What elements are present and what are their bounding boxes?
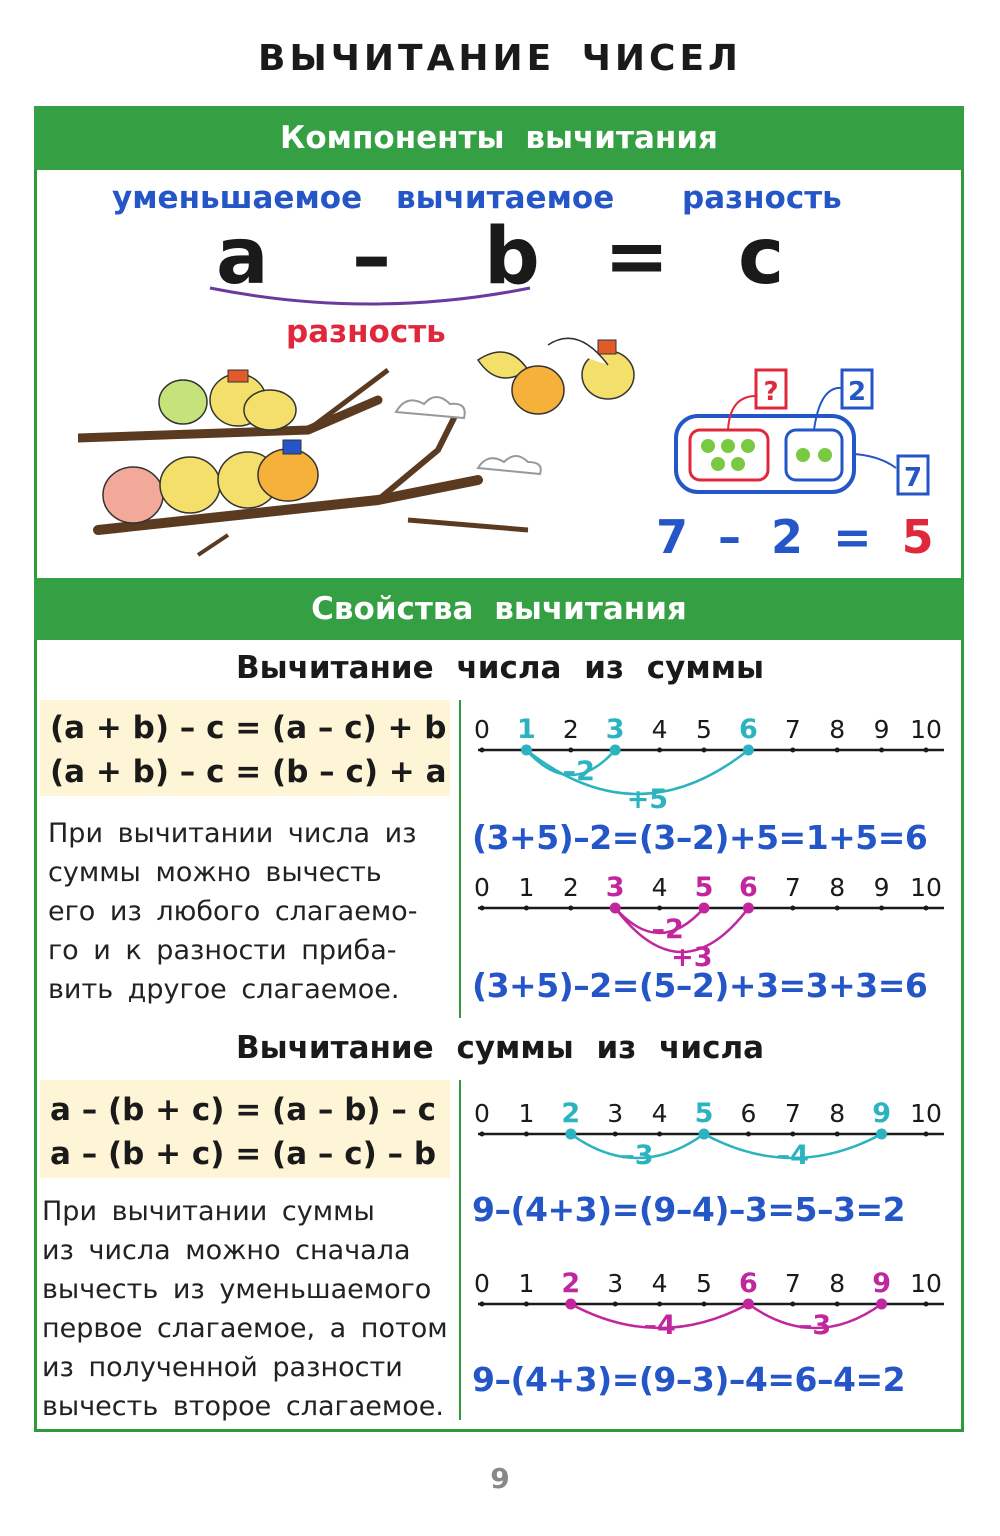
birds-on-branch-illustration [78,330,658,560]
components-heading: Компоненты вычитания [34,106,964,170]
rule-line: из числа можно сначала [42,1235,411,1266]
tick-dot [657,1302,662,1307]
expr-c: c [738,212,785,302]
tick-dot [480,1302,485,1307]
tick-dot [657,748,662,753]
rule-line: из полученной разности [42,1352,403,1383]
tick-label: 0 [474,873,490,902]
tick-dot [524,1302,529,1307]
tick-dot [835,1302,840,1307]
rule-sum-from-number [42,1192,452,1426]
tick-dot [702,748,707,753]
rule-line: вить другое слагаемое. [48,974,400,1005]
tick-dot [524,906,529,911]
tick-label: 1 [518,1269,535,1298]
tick-label: 1 [518,873,535,902]
tick-label: 3 [607,1269,624,1298]
rule-line: его из любого слагаемо- [48,896,418,927]
tick-label: 4 [651,873,668,902]
tick-label: 7 [784,1099,801,1128]
tick-dot [790,906,795,911]
tick-dot [924,1302,929,1307]
arc-label-2: –4 [776,1140,809,1171]
tick-dot [879,748,884,753]
total-box: 7 [903,463,923,493]
tick-dot [835,748,840,753]
arc-label-1: –4 [643,1310,676,1341]
tick-label: 1 [518,1099,535,1128]
tick-label: 3 [605,872,625,903]
expr-b: b [484,212,540,302]
tick-dot [790,748,795,753]
tick-label: 8 [829,1269,846,1298]
arc-label-1: –2 [651,914,684,945]
number-line-2 [470,866,950,970]
subtrahend-box: 2 [847,377,867,407]
expr-minus: – [352,212,391,302]
tick-label: 5 [696,1269,712,1298]
number-line-3 [470,1092,950,1178]
tick-label: 10 [910,873,942,902]
dot-subtraction-diagram [660,366,940,506]
tick-dot [613,1302,618,1307]
expr-equals: = [604,212,670,302]
arc-label-2: +5 [626,784,669,812]
rule-line: вычесть второе слагаемое. [42,1391,444,1422]
tick-label: 2 [562,873,579,902]
rule-line: го и к разности приба- [48,935,397,966]
tick-label: 4 [651,1269,668,1298]
example-left: 7 [656,510,689,564]
rule-line: При вычитании числа из [48,818,417,849]
tick-label: 0 [474,1269,490,1298]
tick-label: 1 [517,714,536,745]
tick-label: 9 [872,1098,891,1129]
tick-label: 4 [651,1099,668,1128]
tick-dot [924,906,929,911]
tick-label: 0 [474,715,490,744]
formula-2b: a – (b + c) = (a – c) – b [50,1136,437,1172]
tick-label: 7 [784,1269,801,1298]
tick-dot [790,1132,795,1137]
number-line-1 [470,708,950,812]
tick-label: 5 [696,715,712,744]
tick-label: 5 [694,1098,714,1129]
example-number-from-sum-2: (3+5)–2=(5–2)+3=3+3=6 [472,966,928,1005]
tick-dot [657,906,662,911]
example-eq: = [833,510,872,564]
tick-dot [924,748,929,753]
tick-label: 3 [605,714,625,745]
sum-from-number-heading: Вычитание суммы из числа [235,1030,765,1066]
tick-dot [702,1302,707,1307]
tick-label: 2 [562,715,579,744]
tick-dot [746,1132,751,1137]
tick-label: 2 [561,1098,581,1129]
tick-dot [568,906,573,911]
tick-label: 2 [561,1268,581,1299]
rule-line: первое слагаемое, а потом [42,1313,448,1344]
tick-label: 9 [872,1268,891,1299]
tick-label: 7 [784,873,801,902]
tick-dot [657,1132,662,1137]
tick-label: 5 [694,872,714,903]
tick-label: 4 [651,715,668,744]
tick-label: 6 [739,1268,758,1299]
tick-dot [835,906,840,911]
tick-dot [480,748,485,753]
example-sum-from-number-2: 9–(4+3)=(9–3)–4=6–4=2 [472,1360,906,1399]
expr-a: a [216,212,269,302]
tick-dot [613,1132,618,1137]
tick-dot [790,1302,795,1307]
tick-dot [568,748,573,753]
subtrahend-label: вычитаемое [396,180,615,216]
divider-1 [459,700,461,1018]
tick-label: 6 [739,714,758,745]
formula-1b: (a + b) – c = (b – c) + a [50,754,447,790]
example-equation [656,510,934,564]
tick-label: 0 [474,1099,490,1128]
tick-label: 10 [910,1269,942,1298]
example-sub: 2 [771,510,804,564]
rule-line: суммы можно вычесть [48,857,382,888]
unknown-box: ? [763,377,779,407]
brace-difference-label: разность [286,314,446,350]
tick-label: 8 [829,715,846,744]
rule-number-from-sum [48,814,448,1009]
tick-dot [835,1132,840,1137]
tick-dot [480,906,485,911]
page-title: ВЫЧИТАНИЕ ЧИСЕЛ [258,38,742,79]
tick-label: 6 [740,1099,757,1128]
example-sum-from-number-1: 9–(4+3)=(9–4)–3=5–3=2 [472,1190,906,1229]
tick-label: 8 [829,1099,846,1128]
page-number: 9 [490,1462,510,1495]
tick-label: 9 [873,873,890,902]
properties-heading: Свойства вычитания [34,578,964,640]
tick-label: 3 [607,1099,624,1128]
tick-label: 6 [739,872,758,903]
example-minus: – [718,510,742,564]
tick-dot [480,1132,485,1137]
arc-label-2: +3 [671,942,713,970]
tick-dot [924,1132,929,1137]
formula-2a: a – (b + c) = (a – b) – c [50,1092,437,1128]
tick-label: 9 [873,715,890,744]
formula-1a: (a + b) – c = (a – c) + b [50,710,447,746]
tick-dot [879,906,884,911]
arc-label-1: –2 [562,756,595,787]
example-number-from-sum-1: (3+5)–2=(3–2)+5=1+5=6 [472,818,928,857]
number-line-4 [470,1262,950,1348]
tick-label: 7 [784,715,801,744]
tick-label: 10 [910,715,942,744]
example-result: 5 [901,510,934,564]
divider-2 [459,1080,461,1420]
minuend-label: уменьшаемое [112,180,363,216]
rule-line: вычесть из уменьшаемого [42,1274,432,1305]
number-from-sum-heading: Вычитание числа из суммы [235,650,765,686]
arc-label-2: –3 [798,1310,832,1341]
tick-label: 8 [829,873,846,902]
difference-label: разность [682,180,842,216]
arc-label-1: –3 [621,1140,654,1171]
tick-dot [524,1132,529,1137]
rule-line: При вычитании суммы [42,1196,375,1227]
tick-label: 10 [910,1099,942,1128]
